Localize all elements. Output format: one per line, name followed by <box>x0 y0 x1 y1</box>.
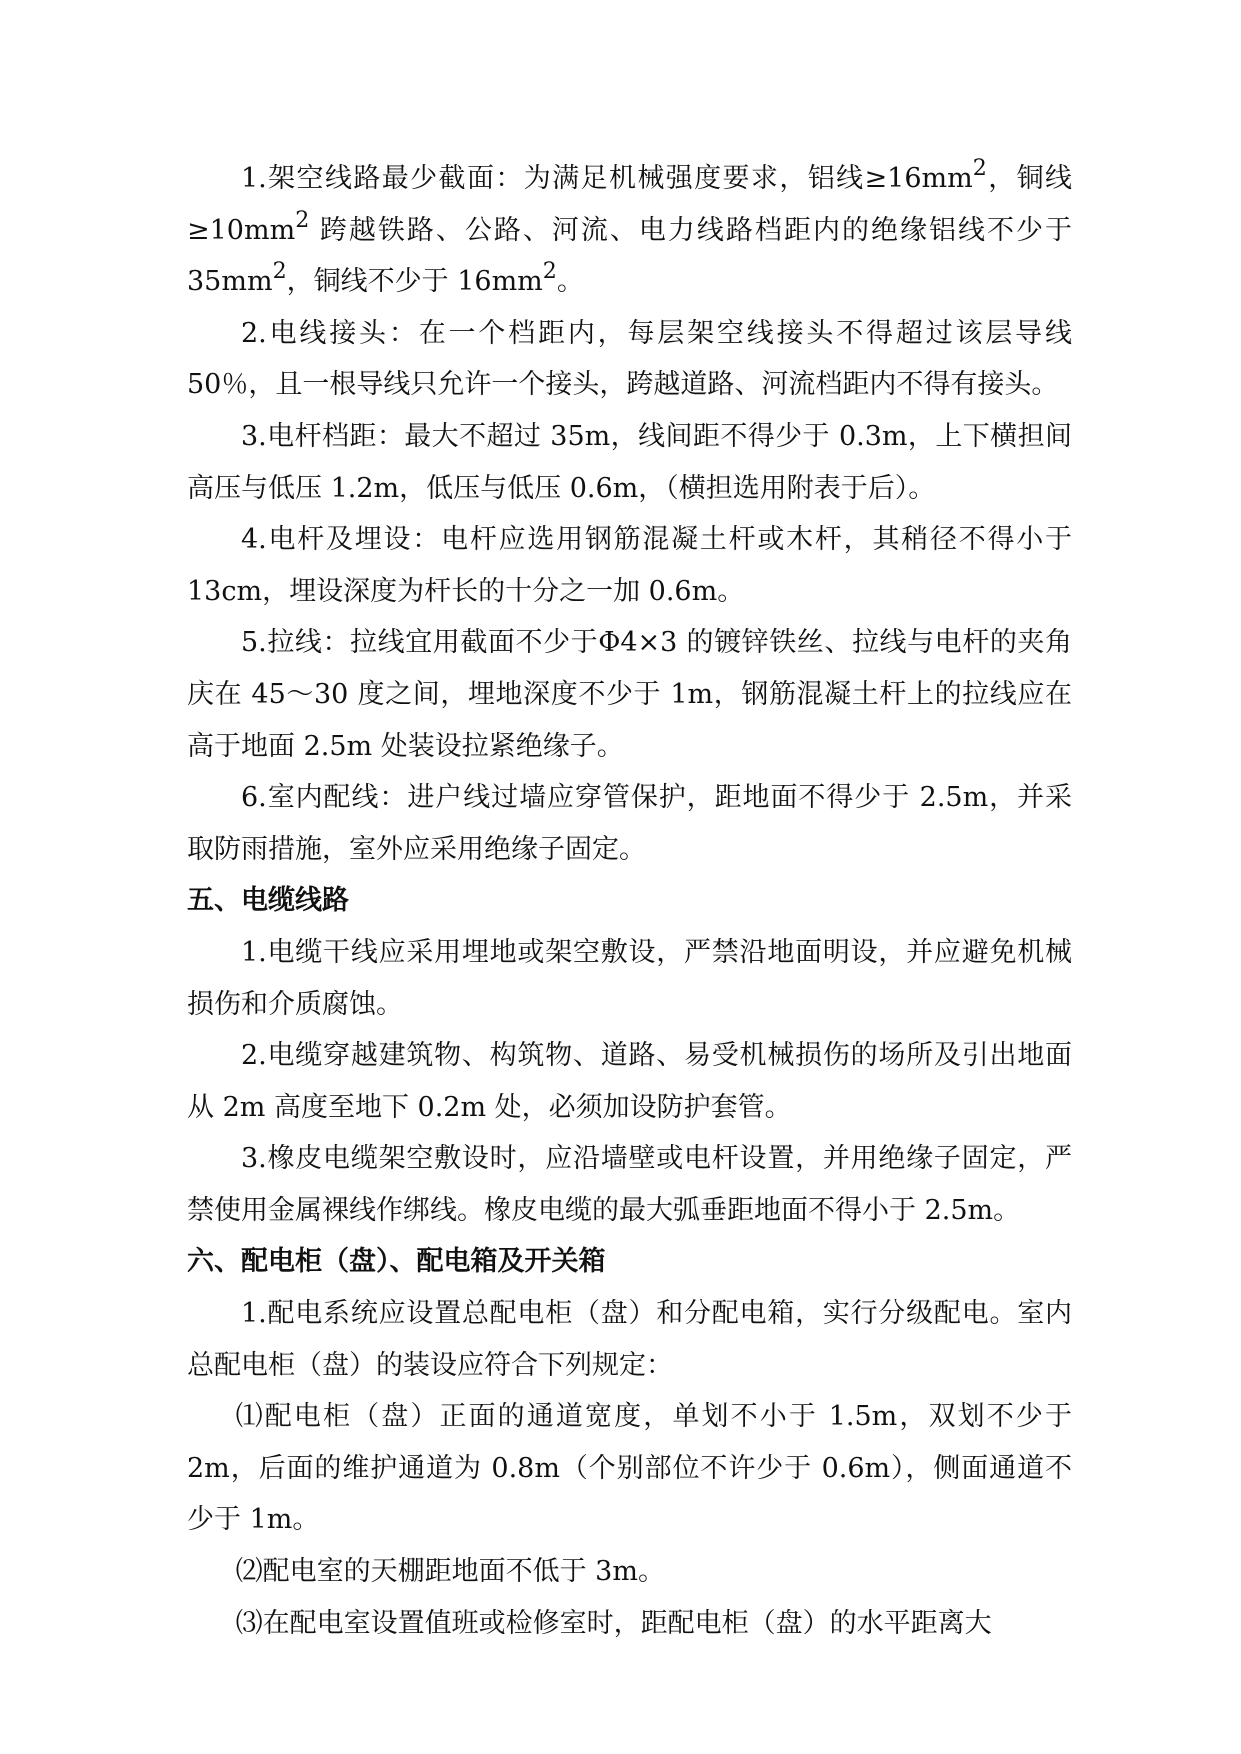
superscript-2: 2 <box>295 206 310 233</box>
indoor-wiring-paragraph: 6.室内配线：进户线过墙应穿管保护，距地面不得少于 2.5m，并采取防雨措施，室外应采用绝缘子固定。 <box>187 782 1072 865</box>
overhead-min-section-paragraph <box>187 153 1072 308</box>
wire-joint-paragraph: 2.电线接头：在一个档距内，每层架空线接头不得超过该层导线 50％，且一根导线只允许一个接头，跨越道路、河流档距内不得有接头。 <box>187 317 1072 401</box>
overhead-p1-part-d: ，铜线不少于 16mm <box>286 266 543 298</box>
guy-wire-paragraph: 5.拉线：拉线宜用截面不少于Φ4×3 的镀锌铁丝、拉线与电杆的夹角庆在 45～30 度之间，埋地深度不少于 1m，钢筋混凝土杆上的拉线应在高于地面 2.5m 处装设拉紧绝缘子。 <box>187 627 1072 762</box>
superscript-2: 2 <box>272 258 287 285</box>
overhead-p1-part-b: ，铜线≥10mm <box>187 163 1072 246</box>
document-page <box>187 153 1072 1649</box>
pole-span-paragraph: 3.电杆档距：最大不超过 35m，线间距不得少于 0.3m，上下横担间高压与低压 1.2m，低压与低压 0.6m，（横担选用附表于后）。 <box>187 420 1072 504</box>
cable-crossing-paragraph: 2.电缆穿越建筑物、构筑物、道路、易受机械损伤的场所及引出地面从 2m 高度至地下 0.2m 处，必须加设防护套管。 <box>187 1040 1072 1123</box>
superscript-2: 2 <box>542 258 557 285</box>
ceiling-height-item: ⑵配电室的天棚距地面不低于 3m。 <box>235 1556 665 1588</box>
cabinet-section-heading: 六、配电柜（盘）、配电箱及开关箱 <box>187 1246 606 1278</box>
overhead-p1-part-a: 1.架空线路最少截面：为满足机械强度要求，铝线≥16mm <box>241 163 973 194</box>
cable-trunk-paragraph: 1.电缆干线应采用埋地或架空敷设，严禁沿地面明设，并应避免机械损伤和介质腐蚀。 <box>187 936 1072 1020</box>
duty-room-item: ⑶在配电室设置值班或检修室时，距配电柜（盘）的水平距离大 <box>235 1607 992 1639</box>
cable-section-heading: 五、电缆线路 <box>187 885 349 917</box>
overhead-p1-part-e: 。 <box>556 266 584 298</box>
rubber-cable-paragraph: 3.橡皮电缆架空敷设时，应沿墙壁或电杆设置，并用绝缘子固定，严禁使用金属裸线作绑线。橡皮电缆的最大弧垂距地面不得小于 2.5m。 <box>187 1143 1072 1226</box>
distribution-system-paragraph: 1.配电系统应设置总配电柜（盘）和分配电箱，实行分级配电。室内总配电柜（盘）的装设应符合下列规定： <box>187 1298 1072 1381</box>
cabinet-passage-item: ⑴配电柜（盘）正面的通道宽度，单划不小于 1.5m，双划不少于 2m，后面的维护通道为 0.8m（个别部位不许少于 0.6m），侧面通道不少于 1m。 <box>187 1401 1072 1536</box>
overhead-p1-part-c: 跨越铁路、公路、河流、电力线路档距内的绝缘铝线不少于 35mm <box>187 214 1072 298</box>
pole-burial-paragraph: 4.电杆及埋设：电杆应选用钢筋混凝土杆或木杆，其稍径不得小于 13cm，埋设深度为杆长的十分之一加 0.6m。 <box>187 524 1072 607</box>
superscript-2: 2 <box>972 154 987 181</box>
